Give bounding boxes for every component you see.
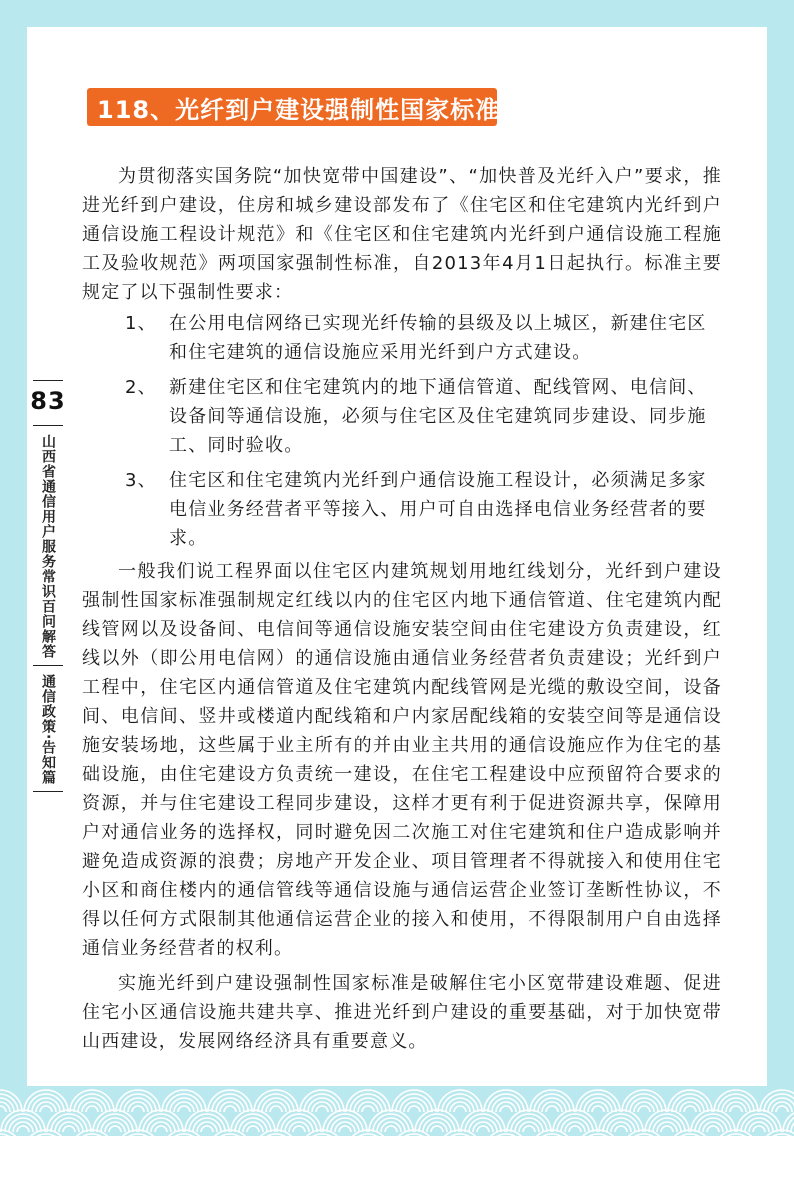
left-frame-band bbox=[0, 0, 27, 1110]
wave-arc bbox=[672, 1094, 708, 1112]
heading-bar bbox=[87, 88, 516, 126]
wave-arc bbox=[5, 1114, 41, 1132]
page-number: 83 bbox=[30, 387, 66, 415]
wave-arc bbox=[776, 1106, 788, 1112]
wave-arc bbox=[396, 1094, 432, 1112]
list-item bbox=[82, 309, 722, 367]
wave-arc bbox=[557, 1114, 593, 1132]
wave-arc bbox=[339, 1126, 351, 1132]
wave-arc bbox=[82, 1102, 102, 1112]
wave-arc bbox=[220, 1102, 240, 1112]
wave-arc bbox=[519, 1122, 539, 1132]
wave-arc bbox=[749, 1122, 769, 1132]
wave-arc bbox=[638, 1106, 650, 1112]
list-item bbox=[82, 373, 722, 460]
wave-arc bbox=[116, 1130, 160, 1136]
wave-arc bbox=[431, 1126, 443, 1132]
wave-arc bbox=[128, 1102, 148, 1112]
wave-arc bbox=[622, 1130, 666, 1136]
wave-arc bbox=[680, 1102, 700, 1112]
wave-arc bbox=[70, 1130, 114, 1136]
wave-arc bbox=[74, 1094, 110, 1112]
wave-arc bbox=[197, 1122, 217, 1132]
article-body bbox=[82, 162, 722, 1056]
wave-arc bbox=[254, 1130, 298, 1136]
wave-arc bbox=[419, 1114, 455, 1132]
wave-arc bbox=[442, 1094, 478, 1112]
wave-arc bbox=[17, 1126, 29, 1132]
wave-arc bbox=[783, 1110, 794, 1132]
wave-arc bbox=[615, 1126, 627, 1132]
wave-arc bbox=[0, 1130, 22, 1136]
wave-arc bbox=[649, 1114, 685, 1132]
wave-arc bbox=[59, 1122, 79, 1132]
wave-arc bbox=[143, 1114, 179, 1132]
wave-arc bbox=[496, 1102, 516, 1112]
list-item-number: 2、 bbox=[125, 377, 157, 398]
wave-arc bbox=[189, 1114, 225, 1132]
wave-pattern-band bbox=[0, 1086, 794, 1136]
sidebar-rule bbox=[33, 425, 63, 426]
wave-arc bbox=[488, 1094, 524, 1112]
wave-arc bbox=[312, 1102, 332, 1112]
wave-arc bbox=[166, 1094, 202, 1112]
wave-arc bbox=[162, 1130, 206, 1136]
wave-arc bbox=[523, 1126, 535, 1132]
wave-arc bbox=[741, 1114, 777, 1132]
book-title: 山西省通信用户服务常识百问解答 bbox=[40, 434, 56, 659]
wave-arc bbox=[580, 1094, 616, 1112]
wave-arc bbox=[530, 1130, 574, 1136]
wave-arc bbox=[603, 1114, 639, 1132]
wave-arc bbox=[707, 1126, 719, 1132]
wave-arc bbox=[0, 1090, 22, 1112]
wave-arc bbox=[28, 1094, 64, 1112]
wave-arc bbox=[24, 1130, 68, 1136]
closing-paragraph: 实施光纤到户建设强制性国家标准是破解住宅小区宽带建设难题、促进住宅小区通信设施共建共享、推进光纤到户建设的重要基础，对于加快宽带山西建设，发展网络经济具有重要意义。 bbox=[82, 973, 722, 1052]
wave-arc bbox=[105, 1122, 125, 1132]
wave-arc bbox=[385, 1126, 397, 1132]
wave-arc bbox=[730, 1106, 742, 1112]
body-paragraph: 一般我们说工程界面以住宅区内建筑规划用地红线划分，光纤到户建设强制性国家标准强制规定红线以内的住宅区内地下通信管道、住宅建筑内配线管网以及设备间、电信间等通信设施安装空间由住宅建设方负责建设，红线以外（即公用电信网）的通信设施由通信业务经营者负责建设；光纤到户工程中，住宅区内通信管道及住宅建筑内配线管网是光缆的敷设空间，设备间、电信间、竖井或楼道内配线箱和户内家居配线箱的安装空间等是通信设施安装场地，这些属于业主所有的并由业主共用的通信设施应作为住宅的基础设施，由住宅建设方负责统一建设，在住宅工程建设中应预留符合要求的资源，并与住宅建设工程同步建设，这样才更有利于促进资源共享，保障用户对通信业务的选择权，同时避免因二次施工对住宅建筑和住户造成影响并避免造成资源的浪费；房地产开发企业、项目管理者不得就接入和使用住宅小区和商住楼内的通信管线等通信设施与通信运营企业签订垄断性协议，不得以任何方式限制其他通信运营企业的接入和使用，不得限制用户自由选择通信业务经营者的权利。 bbox=[82, 561, 722, 959]
wave-arc bbox=[201, 1126, 213, 1132]
wave-arc bbox=[546, 1106, 558, 1112]
wave-arc bbox=[684, 1106, 696, 1112]
wave-arc bbox=[120, 1094, 156, 1112]
wave-arc bbox=[542, 1102, 562, 1112]
wave-arc bbox=[208, 1130, 252, 1136]
list-item bbox=[82, 466, 722, 553]
wave-arc bbox=[13, 1122, 33, 1132]
wave-arc bbox=[450, 1102, 470, 1112]
wave-arc bbox=[132, 1106, 144, 1112]
wave-arc bbox=[438, 1130, 482, 1136]
list-item-number: 1、 bbox=[125, 313, 157, 334]
wave-arc bbox=[626, 1094, 662, 1112]
wave-arc bbox=[772, 1102, 792, 1112]
wave-arc bbox=[588, 1102, 608, 1112]
wave-arc bbox=[266, 1102, 286, 1112]
sidebar-bottom-rule bbox=[33, 791, 63, 792]
wave-arc bbox=[350, 1094, 386, 1112]
wave-arc bbox=[611, 1122, 631, 1132]
list-item-text: 在公用电信网络已实现光纤传输的县级及以上城区，新建住宅区和住宅建筑的通信设施应采用光纤到户方式建设。 bbox=[169, 313, 707, 363]
wave-arc bbox=[718, 1094, 754, 1112]
wave-arc bbox=[346, 1130, 390, 1136]
wave-arc bbox=[270, 1106, 282, 1112]
wave-arc bbox=[335, 1122, 355, 1132]
wave-arc bbox=[174, 1102, 194, 1112]
wave-arc bbox=[454, 1106, 466, 1112]
wave-pattern-graphic bbox=[0, 1086, 794, 1136]
wave-arc bbox=[427, 1122, 447, 1132]
wave-arc bbox=[109, 1126, 121, 1132]
sidebar bbox=[30, 380, 66, 798]
wave-arc bbox=[63, 1126, 75, 1132]
wave-arc bbox=[657, 1122, 677, 1132]
wave-arc bbox=[300, 1130, 344, 1136]
wave-arc bbox=[327, 1114, 363, 1132]
wave-arc bbox=[511, 1114, 547, 1132]
wave-arc bbox=[500, 1106, 512, 1112]
wave-arc bbox=[592, 1106, 604, 1112]
wave-arc bbox=[392, 1130, 436, 1136]
wave-arc bbox=[362, 1106, 374, 1112]
list-item-number: 3、 bbox=[125, 470, 157, 491]
wave-arc bbox=[465, 1114, 501, 1132]
list-item-text: 住宅区和住宅建筑内光纤到户通信设施工程设计，必须满足多家电信业务经营者平等接入、用户可自由选择电信业务经营者的要求。 bbox=[169, 470, 707, 549]
wave-arc bbox=[151, 1122, 171, 1132]
sidebar-separator bbox=[33, 665, 63, 666]
wave-arc bbox=[36, 1102, 56, 1112]
page-title: 118、光纤到户建设强制性国家标准? bbox=[97, 95, 516, 124]
wave-arc bbox=[0, 1106, 6, 1112]
wave-arc bbox=[247, 1126, 259, 1132]
right-frame-band bbox=[767, 0, 794, 1110]
wave-arc bbox=[224, 1106, 236, 1112]
wave-arc bbox=[86, 1106, 98, 1112]
wave-arc bbox=[381, 1122, 401, 1132]
wave-arc bbox=[477, 1126, 489, 1132]
wave-arc bbox=[212, 1094, 248, 1112]
wave-arc bbox=[753, 1126, 765, 1132]
wave-arc bbox=[569, 1126, 581, 1132]
wave-arc bbox=[178, 1106, 190, 1112]
wave-arc bbox=[714, 1130, 758, 1136]
section-title: 通信政策·告知篇 bbox=[40, 674, 56, 786]
wave-arc bbox=[235, 1114, 271, 1132]
wave-arc bbox=[565, 1122, 585, 1132]
wave-arc bbox=[281, 1114, 317, 1132]
list-item-text: 新建住宅区和住宅建筑内的地下通信管道、配线管网、电信间、设备间等通信设施，必须与住宅区及住宅建筑同步建设、同步施工、同时验收。 bbox=[169, 377, 707, 456]
wave-arc bbox=[304, 1094, 340, 1112]
wave-arc bbox=[408, 1106, 420, 1112]
wave-arc bbox=[258, 1094, 294, 1112]
wave-arc bbox=[576, 1130, 620, 1136]
wave-arc bbox=[51, 1114, 87, 1132]
wave-arc bbox=[289, 1122, 309, 1132]
wave-arc bbox=[373, 1114, 409, 1132]
wave-arc bbox=[243, 1122, 263, 1132]
wave-arc bbox=[404, 1102, 424, 1112]
wave-arc bbox=[358, 1102, 378, 1112]
wave-arc bbox=[484, 1130, 528, 1136]
wave-arc bbox=[695, 1114, 731, 1132]
wave-arc bbox=[661, 1126, 673, 1132]
wave-arc bbox=[668, 1130, 712, 1136]
wave-arc bbox=[155, 1126, 167, 1132]
wave-arc bbox=[40, 1106, 52, 1112]
requirements-list bbox=[82, 309, 722, 553]
wave-arc bbox=[703, 1122, 723, 1132]
sidebar-top-rule bbox=[33, 380, 63, 381]
wave-arc bbox=[97, 1114, 133, 1132]
wave-arc bbox=[293, 1126, 305, 1132]
top-frame-band bbox=[0, 0, 794, 27]
wave-arc bbox=[473, 1122, 493, 1132]
wave-arc bbox=[316, 1106, 328, 1112]
wave-arc bbox=[534, 1094, 570, 1112]
wave-arc bbox=[726, 1102, 746, 1112]
intro-paragraph: 为贯彻落实国务院“加快宽带中国建设”、“加快普及光纤入户”要求，推进光纤到户建设，住房和城乡建设部发布了《住宅区和住宅建筑内光纤到户通信设施工程设计规范》和《住宅区和住宅建筑内光纤到户通信设施工程施工及验收规范》两项国家强制性标准，自2013年4月1日起执行。标准主要规定了以下强制性要求： bbox=[82, 166, 722, 303]
wave-arc bbox=[634, 1102, 654, 1112]
